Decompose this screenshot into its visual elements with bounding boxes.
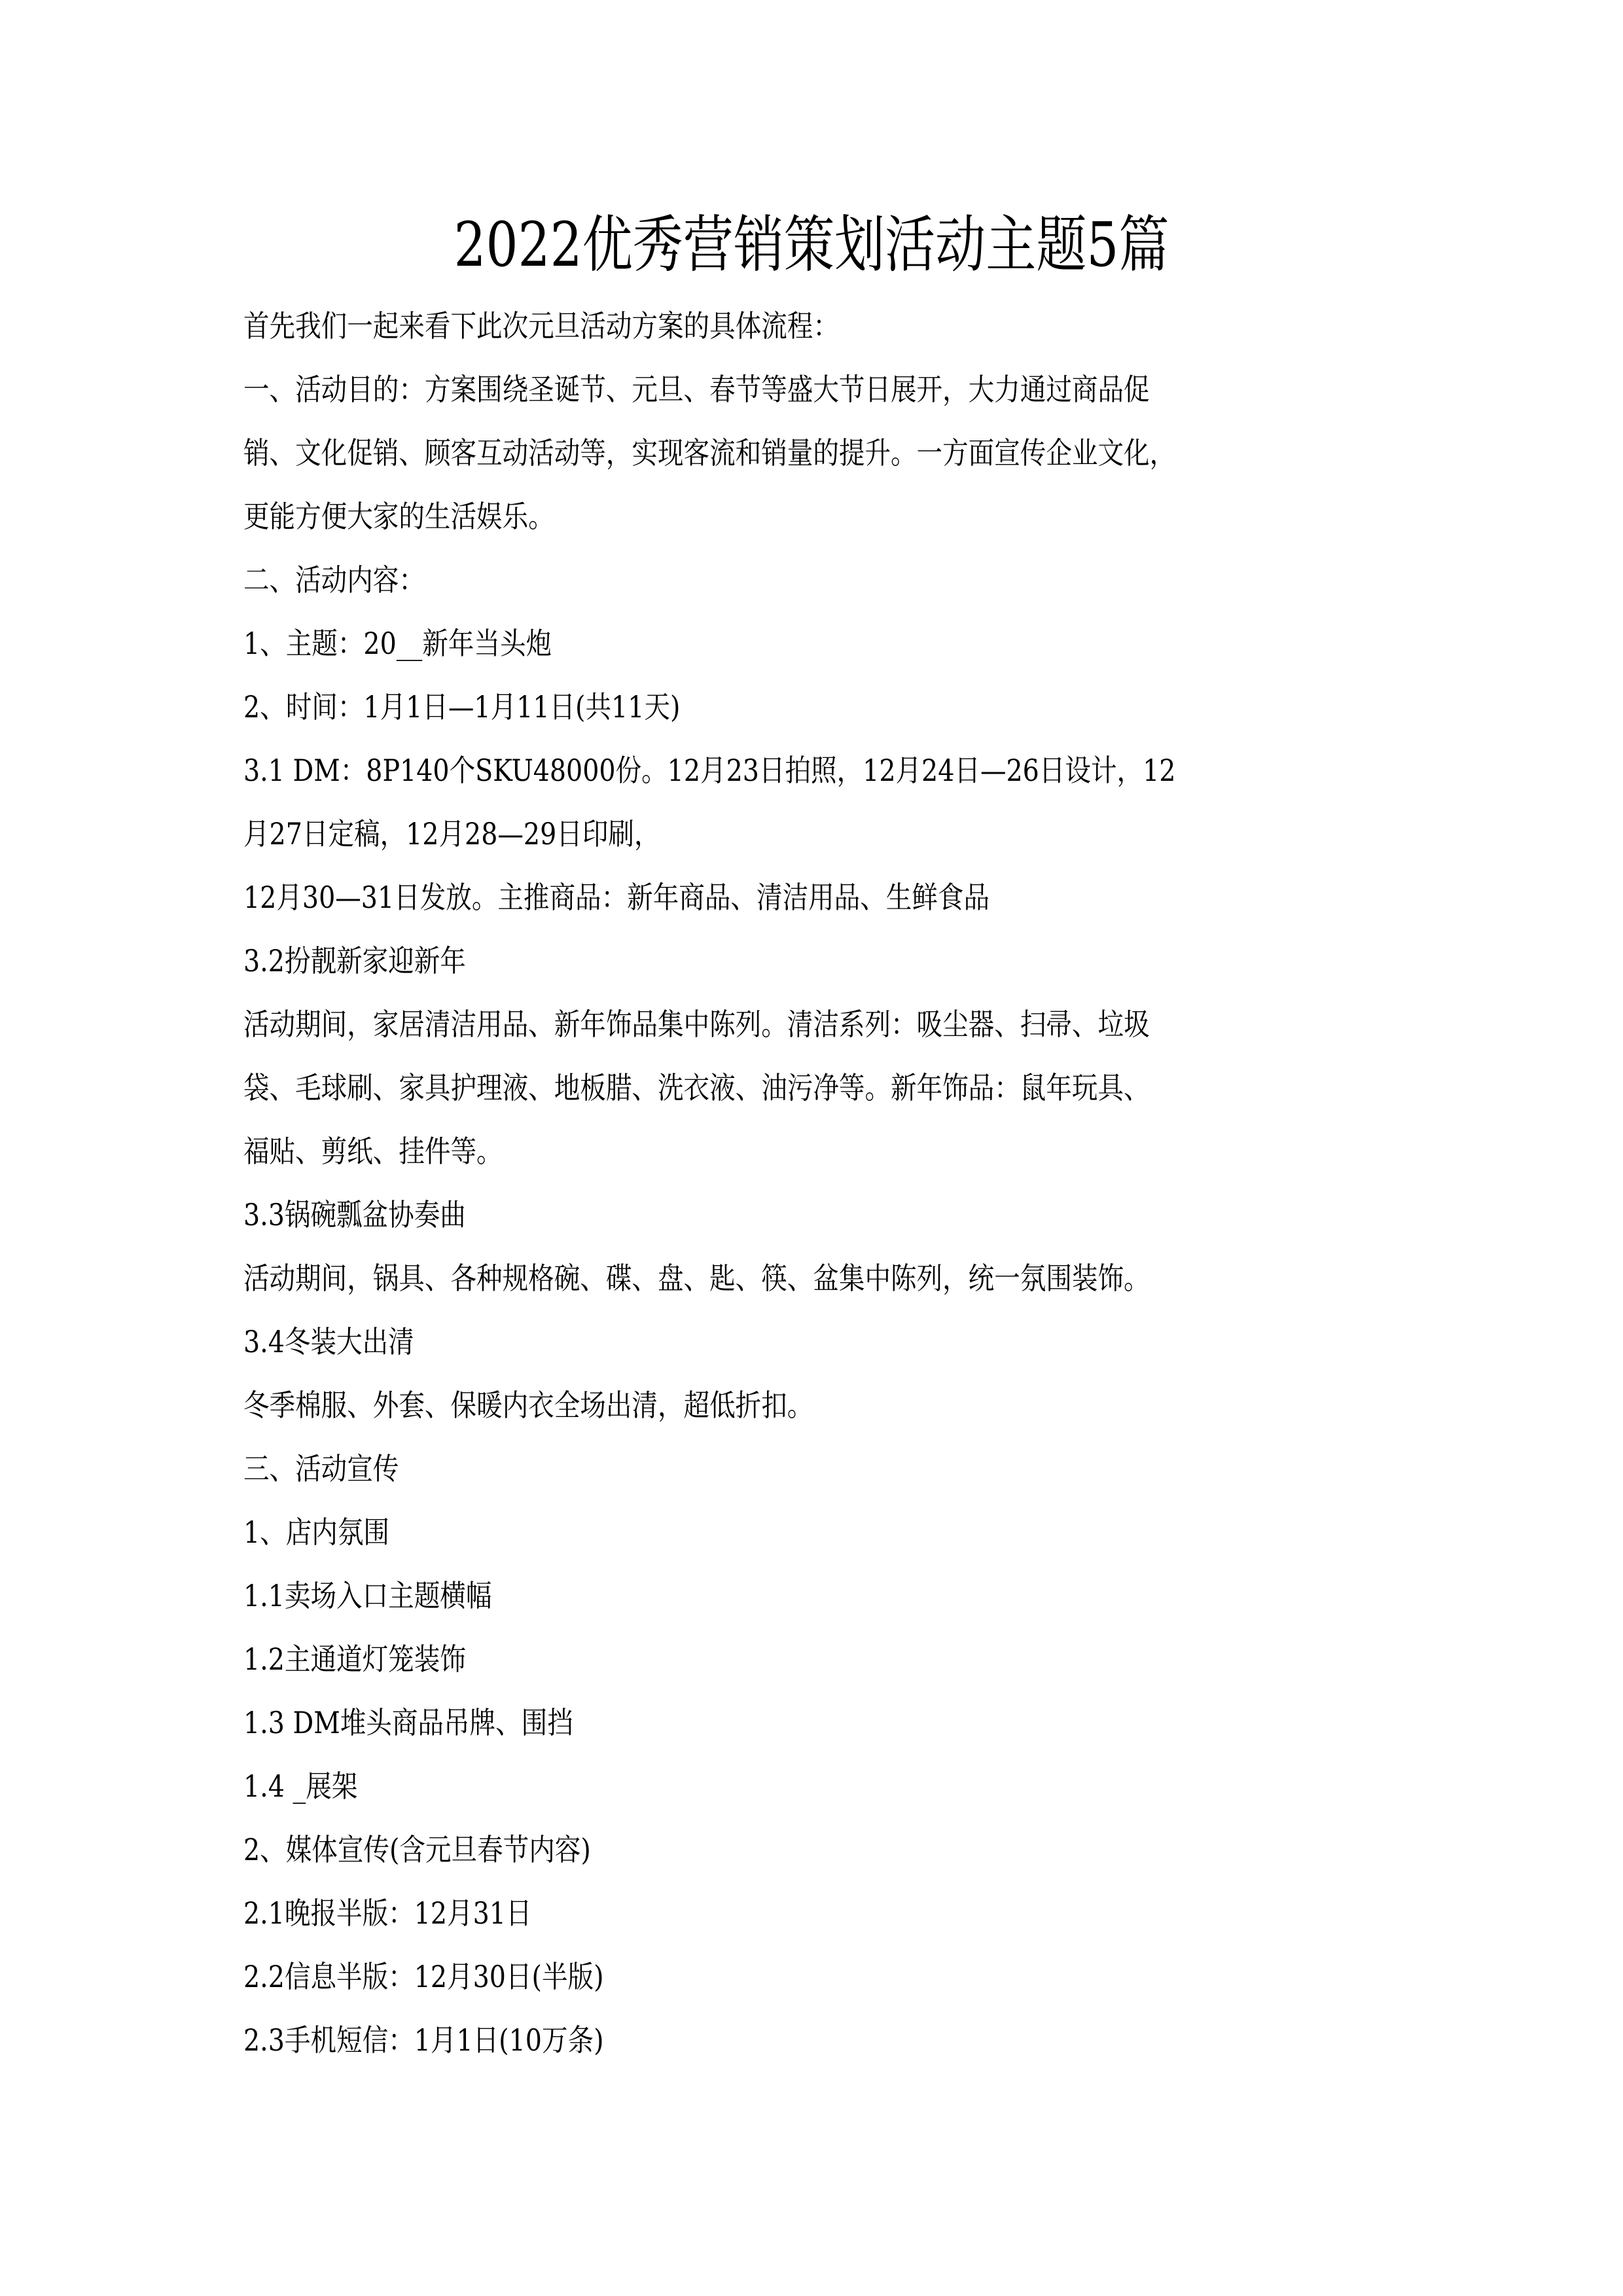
section-1-purpose-line-2: 销、文化促销、顾客互动活动等，实现客流和销量的提升。一方面宣传企业文化， (243, 435, 1176, 471)
item-1-2: 1.2主通道灯笼装饰 (243, 1641, 466, 1677)
intro-line: 首先我们一起来看下此次元旦活动方案的具体流程： (243, 308, 839, 344)
item-3-4-heading: 3.4冬装大出清 (243, 1324, 414, 1359)
item-3-1-dm-line-2: 月27日定稿，12月28—29日印刷， (243, 816, 660, 852)
document-title: 2022优秀营销策划活动主题5篇 (454, 209, 1169, 281)
section-1-purpose-line-1: 一、活动目的：方案围绕圣诞节、元旦、春节等盛大节日展开，大力通过商品促 (243, 372, 1150, 407)
item-1-1: 1.1卖场入口主题横幅 (243, 1578, 492, 1613)
item-theme: 1、主题：20__新年当头炮 (243, 626, 552, 661)
item-3-1-dm-line-1: 3.1 DM：8P140个SKU48000份。12月23日拍照，12月24日—26日设计，12 (243, 753, 1176, 788)
section-3-heading: 三、活动宣传 (243, 1451, 399, 1486)
section-1-purpose-line-3: 更能方便大家的生活娱乐。 (243, 499, 554, 534)
item-3-1-dm-line-3: 12月30—31日发放。主推商品：新年商品、清洁用品、生鲜食品 (243, 880, 990, 915)
item-2-1: 2.1晚报半版：12月31日 (243, 1895, 532, 1931)
item-3-2-heading: 3.2扮靓新家迎新年 (243, 943, 466, 978)
item-3-2-body-line-1: 活动期间，家居清洁用品、新年饰品集中陈列。清洁系列：吸尘器、扫帚、垃圾 (243, 1007, 1150, 1042)
item-2-2: 2.2信息半版：12月30日(半版) (243, 1959, 604, 1994)
item-1-3: 1.3 DM堆头商品吊牌、围挡 (243, 1705, 573, 1740)
item-3-3-heading: 3.3锅碗瓢盆协奏曲 (243, 1197, 466, 1232)
subsection-media-promotion: 2、媒体宣传(含元旦春节内容) (243, 1832, 591, 1867)
section-2-heading: 二、活动内容： (243, 562, 425, 598)
item-time: 2、时间：1月1日—1月11日(共11天) (243, 689, 681, 725)
item-1-4: 1.4 _展架 (243, 1768, 358, 1804)
item-3-4-body: 冬季棉服、外套、保暖内衣全场出清，超低折扣。 (243, 1388, 813, 1423)
item-2-3: 2.3手机短信：1月1日(10万条) (243, 2022, 604, 2058)
item-3-2-body-line-2: 袋、毛球刷、家具护理液、地板腊、洗衣液、油污净等。新年饰品：鼠年玩具、 (243, 1070, 1150, 1105)
item-3-2-body-line-3: 福贴、剪纸、挂件等。 (243, 1134, 503, 1169)
subsection-store-atmosphere: 1、店内氛围 (243, 1515, 389, 1550)
item-3-3-body: 活动期间，锅具、各种规格碗、碟、盘、匙、筷、盆集中陈列，统一氛围装饰。 (243, 1261, 1150, 1296)
document-body (243, 295, 1408, 2072)
